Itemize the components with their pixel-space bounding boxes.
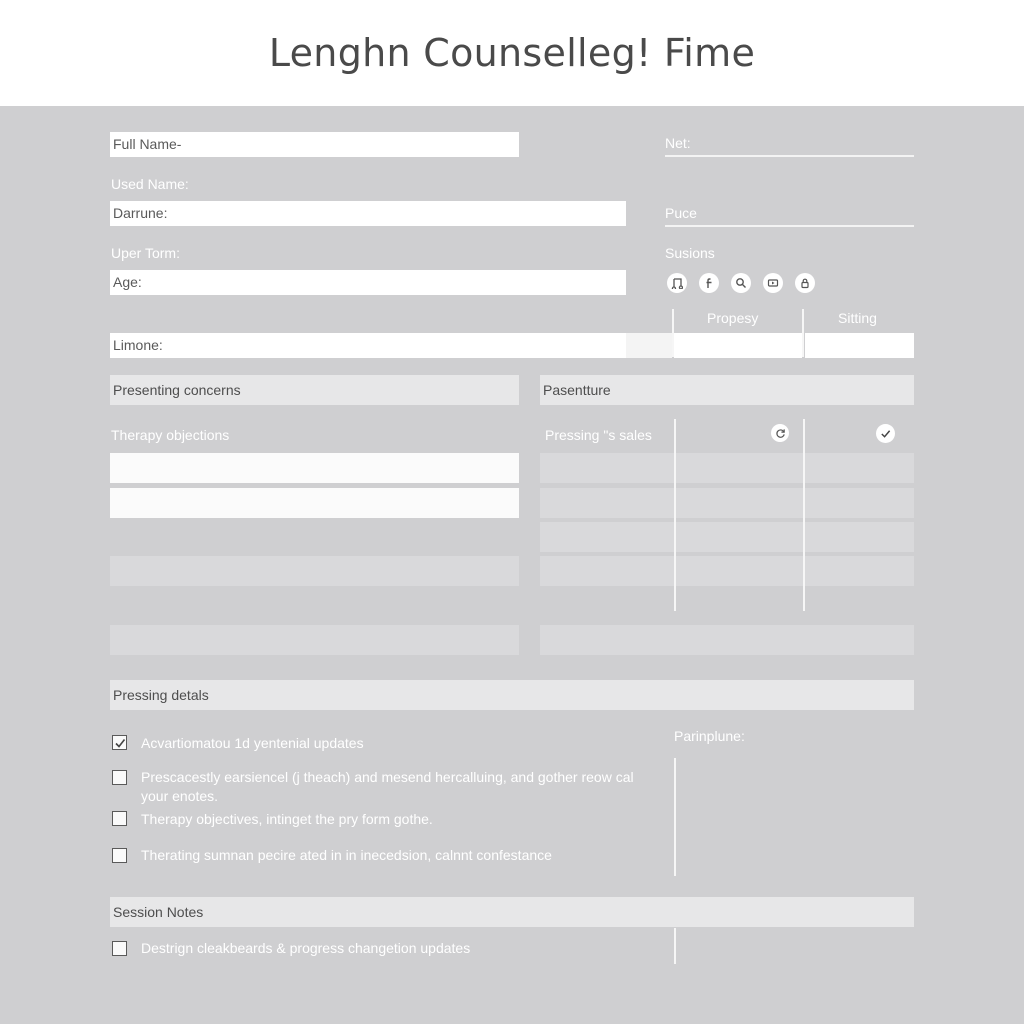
table-column-divider [674,419,676,611]
darrune-label: Darrune: [113,205,168,221]
used-name-label: Used Name: [111,176,189,192]
checklist-checkbox[interactable] [112,770,127,785]
sitting-input[interactable] [805,333,914,358]
checklist-checkbox[interactable] [112,848,127,863]
refresh-icon[interactable] [771,424,789,442]
session-notes-item-text: Destrign cleakbeards & progress changetion updates [141,940,471,956]
presenting-concerns-section: Presenting concerns [110,375,519,405]
net-underline-input[interactable] [665,155,914,157]
pasentture-section: Pasentture [540,375,914,405]
therapy-objections-label: Therapy objections [111,427,230,443]
facebook-icon[interactable] [699,273,719,293]
puce-label: Puce [665,205,697,221]
therapy-objection-input-2[interactable] [110,488,519,518]
column-divider [802,309,804,357]
checklist-item-text: Prescacestly earsiencel (j theach) and mesend hercalluing, and gother reow cal your enotes. [141,769,634,804]
page-header [0,0,1024,106]
age-label: Age: [113,274,142,290]
parinplune-label: Parinplune: [674,728,745,744]
net-label: Net: [665,135,691,151]
checklist-checkbox[interactable] [112,811,127,826]
checklist-item-text: Therating sumnan pecire ated in in inecedsion, calnnt confestance [141,847,552,863]
details-divider [674,758,676,876]
table-row[interactable] [540,625,914,655]
uper-torm-label: Uper Torm: [111,245,180,261]
propesy-column-header: Propesy [707,310,759,326]
checkmark-icon[interactable] [876,424,895,443]
limone-field-extension [626,333,672,358]
pressing-details-section: Pressing detals [110,680,914,710]
full-name-field[interactable] [110,132,519,157]
page-title: Lenghn Counselleg! Fime [268,31,756,75]
age-field[interactable] [110,270,626,295]
propesy-input[interactable] [674,333,802,358]
search-icon[interactable] [731,273,751,293]
limone-field[interactable] [110,333,626,358]
music-note-icon[interactable] [667,273,687,293]
table-row[interactable] [540,453,914,483]
pressing-scales-label: Pressing "s sales [545,427,652,443]
list-row[interactable] [110,556,519,586]
session-notes-section: Session Notes [110,897,914,927]
video-icon[interactable] [763,273,783,293]
session-notes-checkbox[interactable] [112,941,127,956]
darrune-field[interactable] [110,201,626,226]
therapy-objection-input-1[interactable] [110,453,519,483]
table-row[interactable] [540,522,914,552]
list-row[interactable] [110,625,519,655]
checklist-item-text: Therapy objectives, intinget the pry form gothe. [141,811,433,827]
full-name-label: Full Name- [113,136,182,152]
table-column-divider [803,419,805,611]
column-divider [672,309,674,357]
puce-underline-input[interactable] [665,225,914,227]
checklist-item-text: Acvartiomatou 1d yentenial updates [141,735,364,751]
checklist-checkbox-checked[interactable] [112,735,127,750]
notes-divider [674,928,676,964]
lock-icon[interactable] [795,273,815,293]
table-row[interactable] [540,488,914,518]
sitting-column-header: Sitting [838,310,877,326]
limone-label: Limone: [113,337,163,353]
table-row[interactable] [540,556,914,586]
susions-label: Susions [665,245,715,261]
